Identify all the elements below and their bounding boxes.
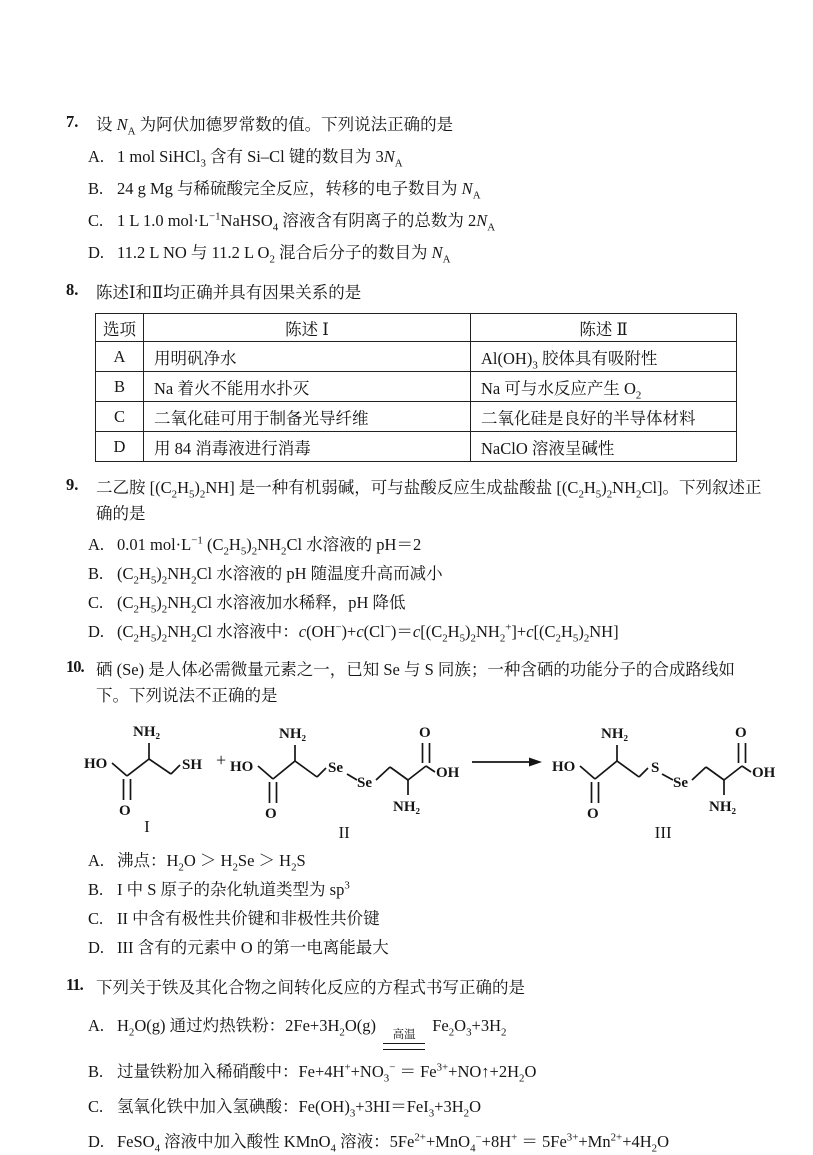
cell-statement-1: 用明矾净水: [144, 342, 471, 372]
question-9-number: 9.: [66, 475, 79, 494]
svg-text:SH: SH: [182, 757, 203, 773]
option-letter: C.: [88, 1096, 104, 1116]
option-letter: D.: [88, 243, 105, 262]
svg-text:Se: Se: [673, 775, 689, 791]
svg-text:Se: Se: [357, 775, 373, 791]
option-text: $(C_2H_5)_2NH_2Cl$ 水溶液的 pH 随温度升高而减小: [117, 564, 443, 587]
option-letter: C.: [88, 211, 104, 230]
option-text: 过量铁粉加入稀硝酸中：$Fe+4H^++NO_3^-$ ＝ $Fe^{3+}+NO↑+2H_2O$: [117, 1061, 537, 1084]
option-7-d: [66, 237, 765, 269]
header-statement-2: 陈述 Ⅱ: [471, 314, 737, 342]
option-letter: C.: [88, 909, 104, 928]
option-letter: A.: [88, 147, 105, 166]
option-text: $(C_2H_5)_2NH_2Cl$ 水溶液中：$c(OH^-)+c(Cl^-)=c[(C_2H_5)_2NH_2^+]+c[(C_2H_5)_2NH]$: [117, 621, 619, 645]
option-letter: D.: [88, 1131, 105, 1151]
cell-statement-1: Na 着火不能用水扑灭: [144, 372, 471, 402]
option-7-a: [66, 141, 765, 173]
svg-text:OH: OH: [436, 765, 460, 781]
option-11-d: [66, 1129, 765, 1155]
cell-option: B: [96, 372, 144, 402]
synthesis-route: [84, 717, 776, 843]
q8-statement-table: [95, 313, 737, 462]
svg-text:O: O: [587, 806, 599, 822]
question-7-stem: 设 $N_A$ 为阿伏加德罗常数的值。下列说法正确的是: [96, 115, 454, 138]
table-header-row: [96, 314, 737, 342]
question-10-options: [66, 846, 765, 962]
option-text: 11.2 L NO 与 11.2 L $O_2$ 混合后分子的数目为 $N_A$: [117, 243, 451, 266]
option-7-c: [66, 205, 765, 237]
molecule-II-label: II: [338, 823, 350, 842]
option-text: 氢氧化铁中加入氢碘酸：$Fe(OH)_3+3HI=FeI_3+3H_2O$: [117, 1096, 482, 1119]
option-10-c: [66, 904, 765, 933]
option-text: 沸点：$H_2O > H_2Se > H_2S$: [117, 851, 306, 874]
cell-statement-2: NaClO 溶液呈碱性: [471, 432, 737, 462]
option-text: FeSO$_4$ 溶液中加入酸性 KMnO$_4$ 溶液：$5Fe^{2+}+MnO_4^-+8H^+ = 5Fe^{3+}+Mn^{2+}+4H_2O$: [117, 1131, 670, 1154]
option-9-a: [66, 530, 765, 559]
option-11-a: [66, 1013, 765, 1050]
question-10-number: 10.: [66, 657, 84, 676]
option-text: $(C_2H_5)_2NH_2Cl$ 水溶液加水稀释，pH 降低: [117, 593, 406, 616]
svg-text:O: O: [265, 806, 277, 822]
svg-text:NH₂: NH₂: [279, 726, 307, 742]
cell-option: C: [96, 402, 144, 432]
option-letter: C.: [88, 593, 104, 612]
option-text: II 中含有极性共价键和非极性共价键: [117, 909, 380, 928]
option-letter: B.: [88, 564, 104, 583]
cell-statement-2: 二氧化硅是良好的半导体材料: [471, 402, 737, 432]
question-11-stem: 下列关于铁及其化合物之间转化反应的方程式书写正确的是: [96, 978, 525, 997]
option-letter: A.: [88, 1016, 105, 1035]
option-letter: A.: [88, 851, 105, 870]
cell-statement-2: Na 可与水反应产生 $O_2$: [471, 372, 737, 402]
question-10: [66, 657, 776, 962]
svg-text:O: O: [419, 725, 431, 741]
option-letter: D.: [88, 938, 105, 957]
option-11-c: [66, 1094, 765, 1120]
option-11-b: [66, 1059, 765, 1085]
cell-option: A: [96, 342, 144, 372]
option-text: III 含有的元素中 O 的第一电离能最大: [117, 938, 389, 957]
option-letter: A.: [88, 535, 105, 554]
svg-text:NH₂: NH₂: [601, 726, 629, 742]
option-text: 24 g Mg 与稀硫酸完全反应，转移的电子数目为 $N_A$: [117, 179, 481, 202]
option-text: 1 L 1.0 $mol\cdot L^{-1}NaHSO_4$ 溶液含有阴离子的总数为 $2N_A$: [117, 210, 496, 234]
option-10-d: [66, 933, 765, 962]
question-9-options: [66, 530, 765, 646]
question-8-stem: 陈述Ⅰ和Ⅱ均正确并具有因果关系的是: [96, 283, 362, 302]
svg-text:O: O: [119, 803, 131, 819]
question-9-stem: 二乙胺 $[(C_2H_5)_2NH]$ 是一种有机弱碱，可与盐酸反应生成盐酸盐 $[(C_2H_5)_2NH_2Cl]$。下列叙述正确的是: [96, 478, 762, 523]
header-statement-1: 陈述 Ⅰ: [144, 314, 471, 342]
cell-statement-1: 二氧化硅可用于制备光导纤维: [144, 402, 471, 432]
svg-text:NH₂: NH₂: [709, 799, 737, 815]
table-row-b: [96, 372, 737, 402]
question-11: [66, 975, 765, 1155]
question-11-options: [66, 1013, 765, 1155]
svg-text:O: O: [735, 725, 747, 741]
question-7-options: [66, 141, 765, 269]
cell-option: D: [96, 432, 144, 462]
option-letter: B.: [88, 179, 104, 198]
cell-statement-2: $Al(OH)_3$ 胶体具有吸附性: [471, 342, 737, 372]
reaction-arrow: [470, 753, 544, 769]
header-option: 选项: [96, 314, 144, 342]
molecule-I-structure: [84, 717, 210, 817]
question-8: [66, 280, 765, 462]
option-text: $H_2O(g)$ 通过灼热铁粉：$2Fe+3H_2O(g)$ 高温 $Fe_2O_3+3H_2$: [117, 1013, 765, 1050]
svg-text:S: S: [651, 760, 660, 776]
svg-text:NH₂: NH₂: [393, 799, 421, 815]
molecule-I: [84, 717, 210, 837]
molecule-II-structure: [230, 717, 458, 823]
option-text: 0.01 $mol\cdot L^{-1}$ $(C_2H_5)_2NH_2Cl$ 水溶液的 pH＝2: [117, 534, 422, 558]
molecule-I-label: I: [144, 817, 150, 836]
question-9: [66, 475, 765, 646]
option-letter: D.: [88, 622, 105, 641]
option-9-b: [66, 559, 765, 588]
question-7: [66, 112, 765, 269]
molecule-III: [552, 717, 774, 843]
option-letter: B.: [88, 1061, 104, 1081]
molecule-III-label: III: [654, 823, 672, 842]
svg-text:Se: Se: [328, 760, 344, 776]
option-7-b: [66, 173, 765, 205]
question-7-number: 7.: [66, 112, 79, 131]
option-10-b: [66, 875, 765, 904]
table-row-d: [96, 432, 737, 462]
cell-statement-1: 用 84 消毒液进行消毒: [144, 432, 471, 462]
option-9-d: [66, 617, 765, 646]
question-8-number: 8.: [66, 280, 79, 299]
molecule-II: [230, 717, 458, 843]
svg-text:NH₂: NH₂: [133, 724, 160, 740]
table-row-c: [96, 402, 737, 432]
option-text: 1 mol SiHCl$_3$ 含有 Si–Cl 键的数目为 $3N_A$: [117, 147, 403, 170]
svg-text:HO: HO: [552, 759, 576, 775]
svg-text:HO: HO: [84, 756, 108, 772]
option-letter: B.: [88, 880, 104, 899]
molecule-III-structure: [552, 717, 774, 823]
plus-sign: +: [216, 750, 227, 770]
option-10-a: [66, 846, 765, 875]
question-10-stem: 硒 (Se) 是人体必需微量元素之一，已知 Se 与 S 同族；一种含硒的功能分子的合成路线如下。下列说法不正确的是: [96, 660, 735, 705]
option-9-c: [66, 588, 765, 617]
svg-text:HO: HO: [230, 759, 254, 775]
svg-text:OH: OH: [752, 765, 776, 781]
option-text: I 中 S 原子的杂化轨道类型为 $sp^3$: [117, 879, 350, 899]
question-11-number: 11.: [66, 975, 83, 994]
table-row-a: [96, 342, 737, 372]
